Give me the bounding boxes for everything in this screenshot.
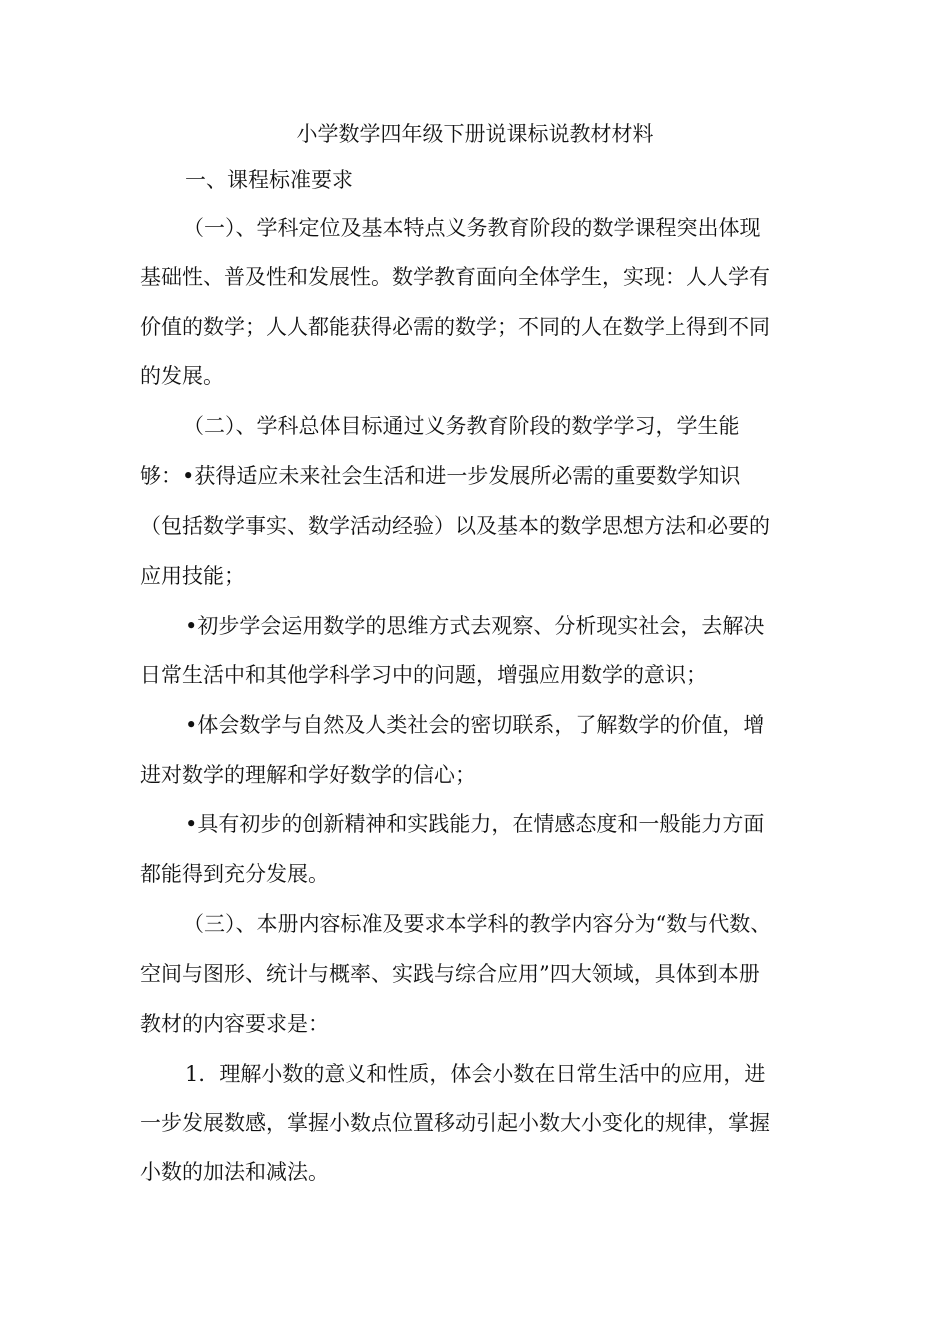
paragraph-line: 价值的数学；人人都能获得必需的数学；不同的人在数学上得到不同 xyxy=(140,315,770,339)
paragraph-line: 够：•获得适应未来社会生活和进一步发展所必需的重要数学知识 xyxy=(140,464,741,488)
paragraph-line: 基础性、普及性和发展性。数学教育面向全体学生，实现：人人学有 xyxy=(140,265,770,289)
paragraph-line: 的发展。 xyxy=(140,364,224,388)
bullet-line: •具有初步的创新精神和实践能力，在情感态度和一般能力方面 xyxy=(185,812,765,836)
paragraph-line: （三）、本册内容标准及要求本学科的教学内容分为“数与代数、 xyxy=(183,912,772,936)
paragraph-line: （一）、学科定位及基本特点义务教育阶段的数学课程突出体现 xyxy=(183,216,761,240)
section-heading: 一、课程标准要求 xyxy=(185,168,353,192)
paragraph-line: 都能得到充分发展。 xyxy=(140,862,329,886)
document-title: 小学数学四年级下册说课标说教材材料 xyxy=(296,122,654,146)
paragraph-line: 空间与图形、统计与概率、实践与综合应用”四大领域，具体到本册 xyxy=(140,962,760,986)
paragraph-line: （包括数学事实、数学活动经验）以及基本的数学思想方法和必要的 xyxy=(140,514,770,538)
paragraph-line: 应用技能； xyxy=(140,564,245,588)
bullet-line: •初步学会运用数学的思维方式去观察、分析现实社会，去解决 xyxy=(185,614,765,638)
paragraph-line: 日常生活中和其他学科学习中的问题，增强应用数学的意识； xyxy=(140,663,707,687)
paragraph-line: 进对数学的理解和学好数学的信心； xyxy=(140,763,476,787)
list-item-line: 1．理解小数的意义和性质，体会小数在日常生活中的应用，进 xyxy=(185,1062,766,1086)
paragraph-line: （二）、学科总体目标通过义务教育阶段的数学学习，学生能 xyxy=(183,414,740,438)
paragraph-line: 一步发展数感，掌握小数点位置移动引起小数大小变化的规律，掌握 xyxy=(140,1111,770,1135)
paragraph-line: 教材的内容要求是： xyxy=(140,1012,329,1036)
bullet-line: •体会数学与自然及人类社会的密切联系，了解数学的价值，增 xyxy=(185,713,765,737)
paragraph-line: 小数的加法和减法。 xyxy=(140,1160,329,1184)
